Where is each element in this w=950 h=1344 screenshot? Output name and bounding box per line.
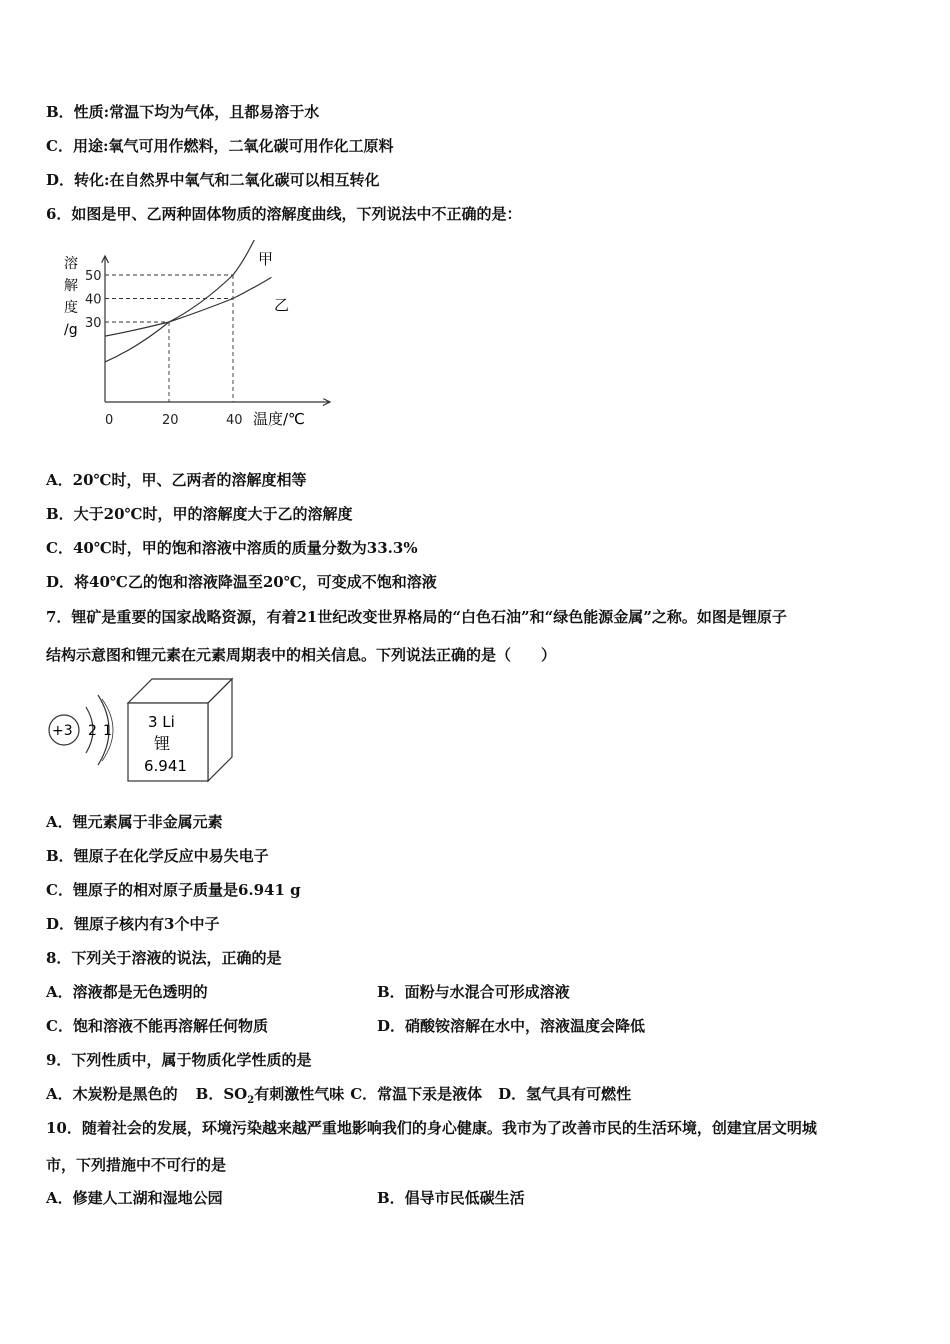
- q8-option-c: C．饱和溶液不能再溶解任何物质: [46, 1017, 268, 1035]
- q7-stem-line2: 结构示意图和锂元素在元素周期表中的相关信息。下列说法正确的是（ ）: [46, 646, 557, 664]
- cube-side: [208, 679, 232, 781]
- q8-option-a: A．溶液都是无色透明的: [46, 983, 208, 1001]
- q9-stem: 9．下列性质中，属于物质化学性质的是: [46, 1051, 312, 1069]
- q7-option-b: B．锂原子在化学反应中易失电子: [46, 847, 269, 865]
- cube-top: [128, 679, 232, 703]
- element-mass: 6.941: [144, 757, 187, 775]
- q7-option-c: C．锂原子的相对原子质量是6.941 g: [46, 881, 301, 899]
- q5-option-c: C．用途:氧气可用作燃料，二氧化碳可用作化工原料: [46, 137, 394, 155]
- q5-option-b: B．性质:常温下均为气体，且都易溶于水: [46, 103, 320, 121]
- x-axis-label: 温度/℃: [253, 410, 305, 428]
- q9-option-a: A．木炭粉是黑色的: [46, 1085, 178, 1103]
- series-label-jia: 甲: [258, 250, 274, 268]
- q6-option-a: A．20℃时，甲、乙两者的溶解度相等: [46, 471, 307, 489]
- q9-option-d: D．氢气具有可燃性: [498, 1085, 632, 1103]
- q8-option-d: D．硝酸铵溶解在水中，溶液温度会降低: [377, 1017, 646, 1035]
- x-tick-40: 40: [226, 413, 243, 428]
- q10-option-a: A．修建人工湖和湿地公园: [46, 1189, 223, 1207]
- y-axis-label-3: 度: [64, 300, 78, 316]
- q10-stem-line1: 10．随着社会的发展，环境污染越来越严重地影响我们的身心健康。我市为了改善市民的生活环境，创建宜居文明城: [46, 1119, 817, 1137]
- shell-1-electrons: 2: [88, 723, 97, 739]
- curve-jia: [105, 240, 265, 362]
- q8-option-b: B．面粉与水混合可形成溶液: [377, 983, 570, 1001]
- q6-option-c: C．40℃时，甲的饱和溶液中溶质的质量分数为33.3%: [46, 539, 418, 557]
- y-tick-40: 40: [85, 292, 102, 308]
- shell-2-electrons: 1: [103, 723, 112, 739]
- y-axis-label-2: 解: [64, 278, 78, 294]
- q9-option-b-post: 有刺激性气味: [254, 1085, 345, 1103]
- q10-stem-line2: 市，下列措施中不可行的是: [46, 1156, 227, 1174]
- q10-option-b: B．倡导市民低碳生活: [377, 1189, 525, 1207]
- q7-option-d: D．锂原子核内有3个中子: [46, 915, 220, 933]
- q6-stem: 6．如图是甲、乙两种固体物质的溶解度曲线，下列说法中不正确的是：: [46, 205, 522, 223]
- x-tick-0: 0: [105, 413, 114, 428]
- q7-stem-line1: 7．锂矿是重要的国家战略资源，有着21世纪改变世界格局的“白色石油”和“绿色能源金属”之称。如图是锂原子: [46, 608, 787, 626]
- lithium-element-box: [124, 677, 238, 785]
- y-tick-30: 30: [85, 316, 102, 331]
- y-axis-label-1: 溶: [64, 256, 78, 272]
- series-label-yi: 乙: [274, 296, 290, 314]
- q5-option-d: D．转化:在自然界中氧气和二氧化碳可以相互转化: [46, 171, 380, 189]
- q6-option-b: B．大于20℃时，甲的溶解度大于乙的溶解度: [46, 505, 353, 523]
- q9-option-c: C．常温下汞是液体: [350, 1085, 483, 1103]
- q8-stem: 8．下列关于溶液的说法，正确的是: [46, 949, 282, 967]
- nucleus-charge: +3: [52, 723, 73, 739]
- q9-option-b-sub: 2: [247, 1095, 255, 1106]
- y-tick-50: 50: [85, 269, 102, 284]
- x-tick-20: 20: [162, 413, 179, 428]
- element-name: 锂: [154, 734, 171, 753]
- solubility-chart: [56, 240, 346, 440]
- y-axis-label-4: /g: [64, 322, 78, 338]
- curve-yi: [105, 277, 271, 336]
- q7-option-a: A．锂元素属于非金属元素: [46, 813, 223, 831]
- q9-option-b-pre: B．SO: [195, 1085, 248, 1103]
- q9-option-b: [196, 1084, 345, 1111]
- q6-option-d: D．将40℃乙的饱和溶液降温至20℃，可变成不饱和溶液: [46, 573, 437, 591]
- q9-options: [46, 1084, 631, 1111]
- lithium-atom-diagram: [40, 685, 130, 775]
- element-number-symbol: 3 Li: [148, 713, 175, 731]
